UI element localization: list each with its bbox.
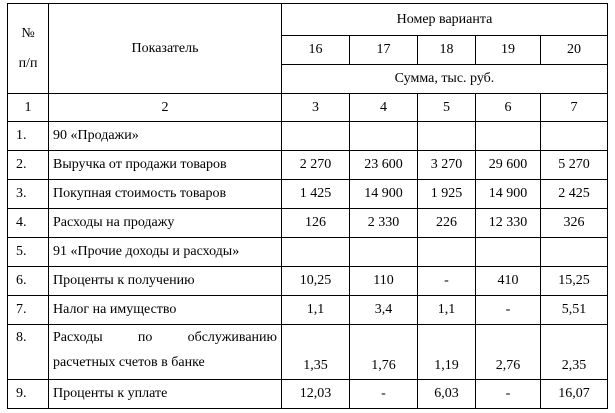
table-row: [8, 380, 608, 409]
row-name: 90 «Продажи»: [49, 122, 282, 151]
row-value: 126: [282, 209, 350, 238]
row-value: 15,25: [541, 267, 608, 296]
row-value: 1,1: [418, 296, 476, 325]
row-value: [418, 122, 476, 151]
row-value: [350, 238, 418, 267]
row-num: 1.: [8, 122, 49, 151]
row-value: 1,76: [350, 325, 418, 380]
header-sum: Сумма, тыс. руб.: [282, 65, 608, 94]
header-num-line2: п/п: [18, 55, 38, 71]
row-value: 1,19: [418, 325, 476, 380]
table-row: [8, 267, 608, 296]
row-value: -: [476, 380, 541, 409]
row-value: 2,76: [476, 325, 541, 380]
col-number-2: 2: [49, 94, 282, 122]
row-value: 5,51: [541, 296, 608, 325]
row-value: -: [350, 380, 418, 409]
row-value: [350, 122, 418, 151]
row-value: -: [418, 267, 476, 296]
row-num: 6.: [8, 267, 49, 296]
header-variant-16: 16: [282, 36, 350, 65]
row-value: 16,07: [541, 380, 608, 409]
row-value: 1,1: [282, 296, 350, 325]
col-number-7: 7: [541, 94, 608, 122]
row-value: 10,25: [282, 267, 350, 296]
row-value: 226: [418, 209, 476, 238]
row-value: [418, 238, 476, 267]
row-value: [541, 122, 608, 151]
row-value: 1 425: [282, 180, 350, 209]
row-name: Покупная стоимость товаров: [49, 180, 282, 209]
row-value: 2 270: [282, 151, 350, 180]
row-value: 110: [350, 267, 418, 296]
row-value: -: [476, 296, 541, 325]
table-row: [8, 209, 608, 238]
col-number-4: 4: [350, 94, 418, 122]
table-row: [8, 296, 608, 325]
row-num: 5.: [8, 238, 49, 267]
row-value: 29 600: [476, 151, 541, 180]
header-variant-18: 18: [418, 36, 476, 65]
row-value: [282, 238, 350, 267]
col-number-3: 3: [282, 94, 350, 122]
header-variant-20: 20: [541, 36, 608, 65]
row-value: 2 330: [350, 209, 418, 238]
row-value: [476, 122, 541, 151]
table-row: [8, 238, 608, 267]
row-num: 4.: [8, 209, 49, 238]
header-indicator: Показатель: [49, 4, 282, 94]
row-name: 91 «Прочие доходы и расходы»: [49, 238, 282, 267]
table-row: [8, 151, 608, 180]
row-value: 1,35: [282, 325, 350, 380]
column-numbers-row: [8, 94, 608, 122]
row-value: 5 270: [541, 151, 608, 180]
col-number-5: 5: [418, 94, 476, 122]
row-value: 12 330: [476, 209, 541, 238]
row-name: Проценты к уплате: [49, 380, 282, 409]
row-value: 410: [476, 267, 541, 296]
row-value: 3,4: [350, 296, 418, 325]
row-name: Проценты к получению: [49, 267, 282, 296]
row-value: 2 425: [541, 180, 608, 209]
row-value: [541, 238, 608, 267]
row-name-line1: Расходы по обслуживанию: [53, 330, 277, 345]
row-name-multiline: [49, 325, 282, 380]
table-row: [8, 325, 608, 380]
header-variant-19: 19: [476, 36, 541, 65]
header-variant: Номер варианта: [282, 4, 608, 36]
header-variant-17: 17: [350, 36, 418, 65]
table-row: [8, 180, 608, 209]
table-row: [8, 122, 608, 151]
row-value: 23 600: [350, 151, 418, 180]
row-num: 8.: [8, 325, 49, 380]
row-name-line2: расчетных счетов в банке: [53, 355, 205, 370]
row-value: 14 900: [476, 180, 541, 209]
row-name: Расходы на продажу: [49, 209, 282, 238]
row-value: 12,03: [282, 380, 350, 409]
col-number-1: 1: [8, 94, 49, 122]
header-num-line1: №: [21, 25, 35, 41]
row-value: [282, 122, 350, 151]
row-num: 7.: [8, 296, 49, 325]
header-row-1: [8, 4, 608, 36]
row-value: 326: [541, 209, 608, 238]
variants-table: [7, 3, 608, 409]
row-num: 3.: [8, 180, 49, 209]
row-value: 1 925: [418, 180, 476, 209]
row-value: [476, 238, 541, 267]
row-value: 2,35: [541, 325, 608, 380]
header-num-cell: [8, 4, 49, 94]
col-number-6: 6: [476, 94, 541, 122]
row-name: Выручка от продажи товаров: [49, 151, 282, 180]
row-num: 2.: [8, 151, 49, 180]
row-value: 14 900: [350, 180, 418, 209]
row-name: Налог на имущество: [49, 296, 282, 325]
row-value: 6,03: [418, 380, 476, 409]
row-num: 9.: [8, 380, 49, 409]
row-value: 3 270: [418, 151, 476, 180]
